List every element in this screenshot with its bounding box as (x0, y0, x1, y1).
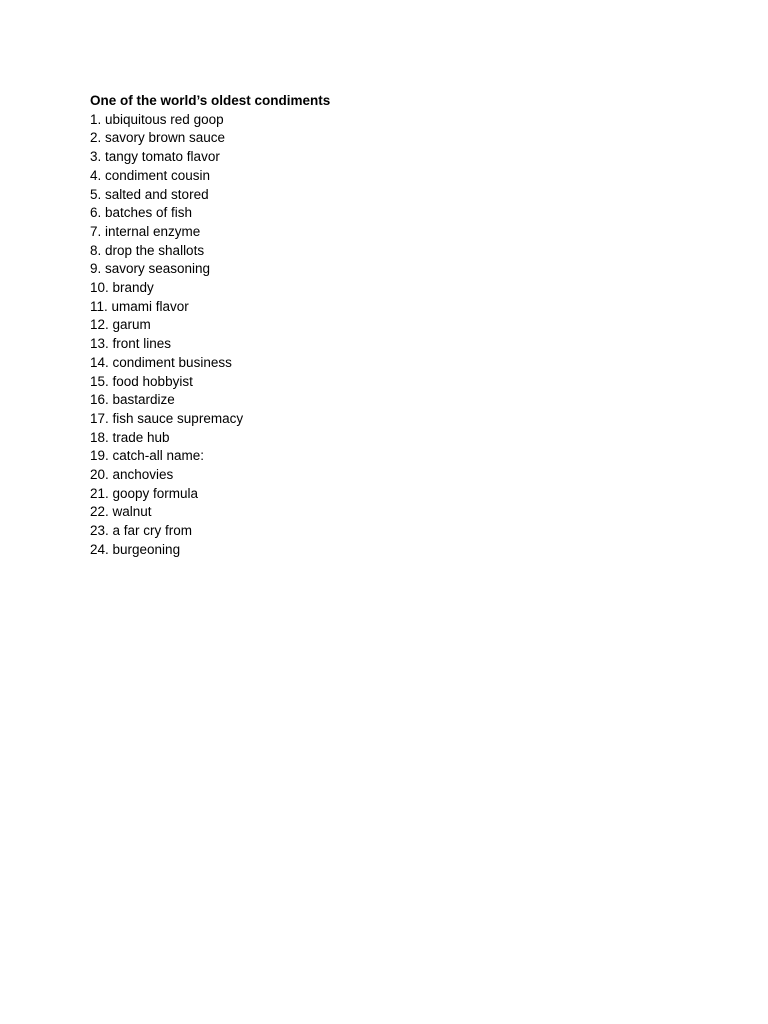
list-item: 8. drop the shallots (90, 242, 205, 258)
list-item: 24. burgeoning (90, 541, 181, 557)
list-item: 10. brandy (90, 280, 154, 296)
list-item: 9. savory seasoning (90, 261, 211, 277)
list-item: 2. savory brown sauce (90, 130, 226, 146)
list-item: 19. catch-all name: (90, 448, 205, 464)
list-item: 1. ubiquitous red goop (90, 111, 224, 127)
list-item: 13. front lines (90, 336, 172, 352)
list-item: 14. condiment business (90, 354, 232, 370)
list-item: 22. walnut (90, 504, 152, 520)
list-item: 20. anchovies (90, 467, 174, 483)
list-item: 7. internal enzyme (90, 223, 201, 239)
list-item: 16. bastardize (90, 392, 175, 408)
list-item: 23. a far cry from (90, 523, 193, 539)
list-item: 3. tangy tomato flavor (90, 149, 220, 165)
list-item: 12. garum (90, 317, 151, 333)
list-item: 17. fish sauce supremacy (90, 410, 244, 426)
list-item: 6. batches of fish (90, 205, 193, 221)
list-item: 11. umami flavor (90, 298, 189, 314)
list-item: 4. condiment cousin (90, 167, 211, 183)
list-item: 21. goopy formula (90, 485, 199, 501)
list-item: 15. food hobbyist (90, 373, 193, 389)
document-title: One of the world’s oldest condiments (90, 93, 331, 108)
list-item: 5. salted and stored (90, 186, 209, 202)
term-list (90, 111, 690, 560)
document-content (90, 92, 690, 560)
list-item: 18. trade hub (90, 429, 170, 445)
